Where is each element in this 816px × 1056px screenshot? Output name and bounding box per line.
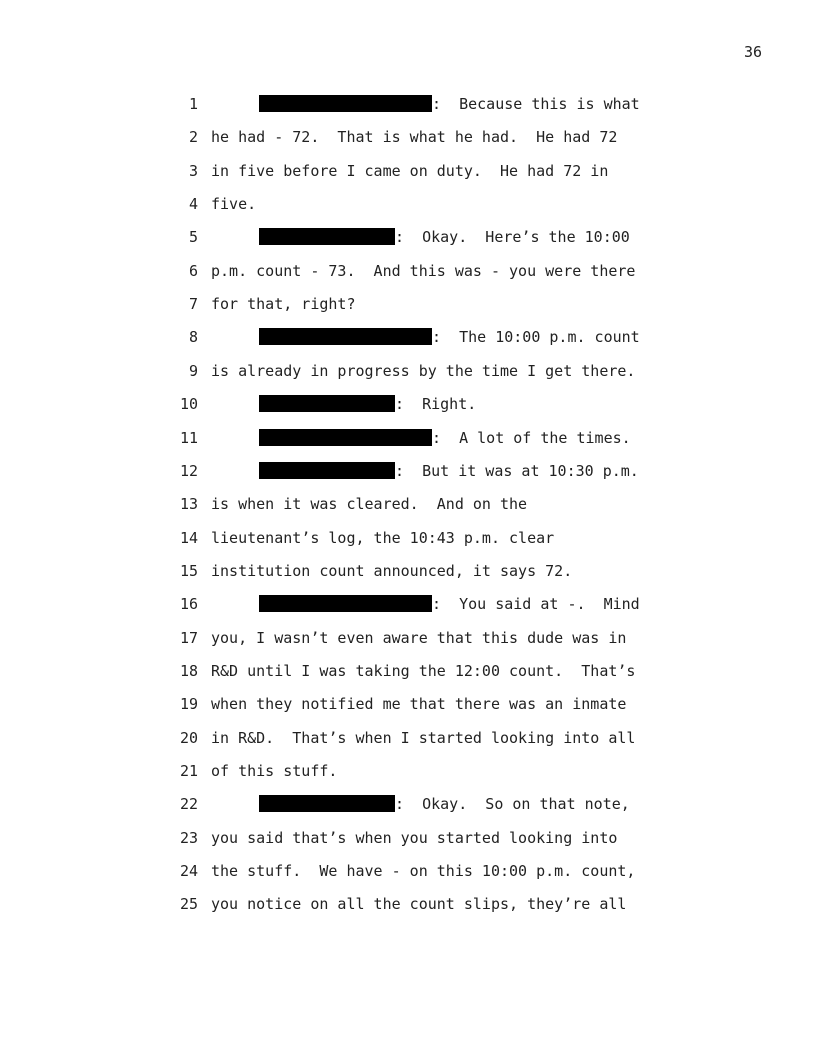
redaction-bar [259, 429, 432, 446]
line-text: in R&D. That’s when I started looking into all [211, 728, 636, 747]
line-text: of this stuff. [211, 762, 338, 780]
line-text: p.m. count - 73. And this was - you were there [211, 261, 636, 280]
line-text: R&D until I was taking the 12:00 count. That’s [211, 661, 636, 680]
line-text: you, I wasn’t even aware that this dude was in [211, 628, 627, 647]
transcript-line [0, 661, 816, 681]
line-text: institution count announced, it says 72. [211, 561, 573, 580]
line-number: 15 [179, 561, 198, 580]
line-number: 16 [179, 595, 198, 614]
transcript-line [0, 194, 816, 214]
redaction-bar [259, 228, 395, 245]
line-text: he had - 72. That is what he had. He had 72 [211, 128, 618, 147]
speaker-text: : A lot of the times. [432, 428, 631, 447]
redaction-bar [259, 395, 395, 412]
transcript-line [0, 461, 816, 481]
line-number: 6 [188, 261, 198, 280]
transcript-line [0, 794, 816, 814]
transcript-line [0, 861, 816, 881]
line-number: 13 [179, 495, 198, 514]
line-number: 14 [179, 528, 198, 547]
transcript-line [0, 594, 816, 614]
line-text: in five before I came on duty. He had 72 in [211, 161, 609, 180]
line-number: 25 [179, 895, 198, 914]
transcript-line [0, 361, 816, 381]
line-number: 21 [179, 762, 198, 780]
line-number: 9 [188, 361, 198, 380]
transcript-line [0, 227, 816, 247]
transcript-line [0, 261, 816, 281]
speaker-text: : Right. [395, 395, 477, 414]
transcript-line [0, 728, 816, 748]
transcript-line [0, 528, 816, 548]
line-number: 11 [179, 428, 198, 447]
line-number: 5 [188, 228, 198, 247]
line-number: 18 [179, 661, 198, 680]
line-text: when they notified me that there was an inmate [211, 695, 627, 714]
redaction-bar [259, 462, 395, 479]
transcript-line [0, 94, 816, 114]
page-number: 36 [743, 43, 762, 61]
redaction-bar [259, 795, 395, 812]
redaction-bar [259, 328, 432, 345]
speaker-text: : Okay. Here’s the 10:00 [395, 228, 630, 247]
line-number: 3 [188, 161, 198, 180]
transcript-line [0, 694, 816, 714]
redaction-bar [259, 595, 432, 612]
line-number: 17 [179, 628, 198, 647]
line-number: 19 [179, 695, 198, 714]
line-number: 10 [179, 395, 198, 414]
transcript-line [0, 327, 816, 347]
line-text: you said that’s when you started looking into [211, 828, 618, 847]
line-text: is already in progress by the time I get there. [211, 361, 636, 380]
line-number: 7 [188, 295, 198, 314]
line-number: 24 [179, 862, 198, 881]
transcript-line [0, 561, 816, 581]
line-text: for that, right? [211, 295, 356, 314]
line-number: 12 [179, 461, 198, 480]
line-number: 4 [188, 195, 198, 214]
transcript-line [0, 428, 816, 448]
transcript-line [0, 294, 816, 314]
speaker-text: : Okay. So on that note, [395, 795, 630, 814]
speaker-text: : Because this is what [432, 95, 640, 113]
line-number: 8 [188, 328, 198, 347]
transcript-line [0, 628, 816, 648]
speaker-text: : You said at -. Mind [432, 595, 640, 614]
transcript-line [0, 761, 816, 781]
speaker-text: : The 10:00 p.m. count [432, 328, 640, 347]
transcript-line [0, 828, 816, 848]
line-text: the stuff. We have - on this 10:00 p.m. count, [211, 862, 636, 881]
line-number: 23 [179, 828, 198, 847]
line-text: is when it was cleared. And on the [211, 495, 528, 514]
line-number: 2 [188, 128, 198, 147]
line-text: lieutenant’s log, the 10:43 p.m. clear [211, 528, 555, 547]
line-number: 1 [188, 95, 198, 113]
transcript-line [0, 161, 816, 181]
transcript-line [0, 494, 816, 514]
line-text: you notice on all the count slips, they’re all [211, 895, 627, 914]
transcript-line [0, 894, 816, 914]
transcript-line [0, 394, 816, 414]
line-number: 22 [179, 795, 198, 814]
redaction-bar [259, 95, 432, 112]
transcript-line [0, 127, 816, 147]
speaker-text: : But it was at 10:30 p.m. [395, 461, 639, 480]
line-number: 20 [179, 728, 198, 747]
line-text: five. [211, 195, 257, 214]
